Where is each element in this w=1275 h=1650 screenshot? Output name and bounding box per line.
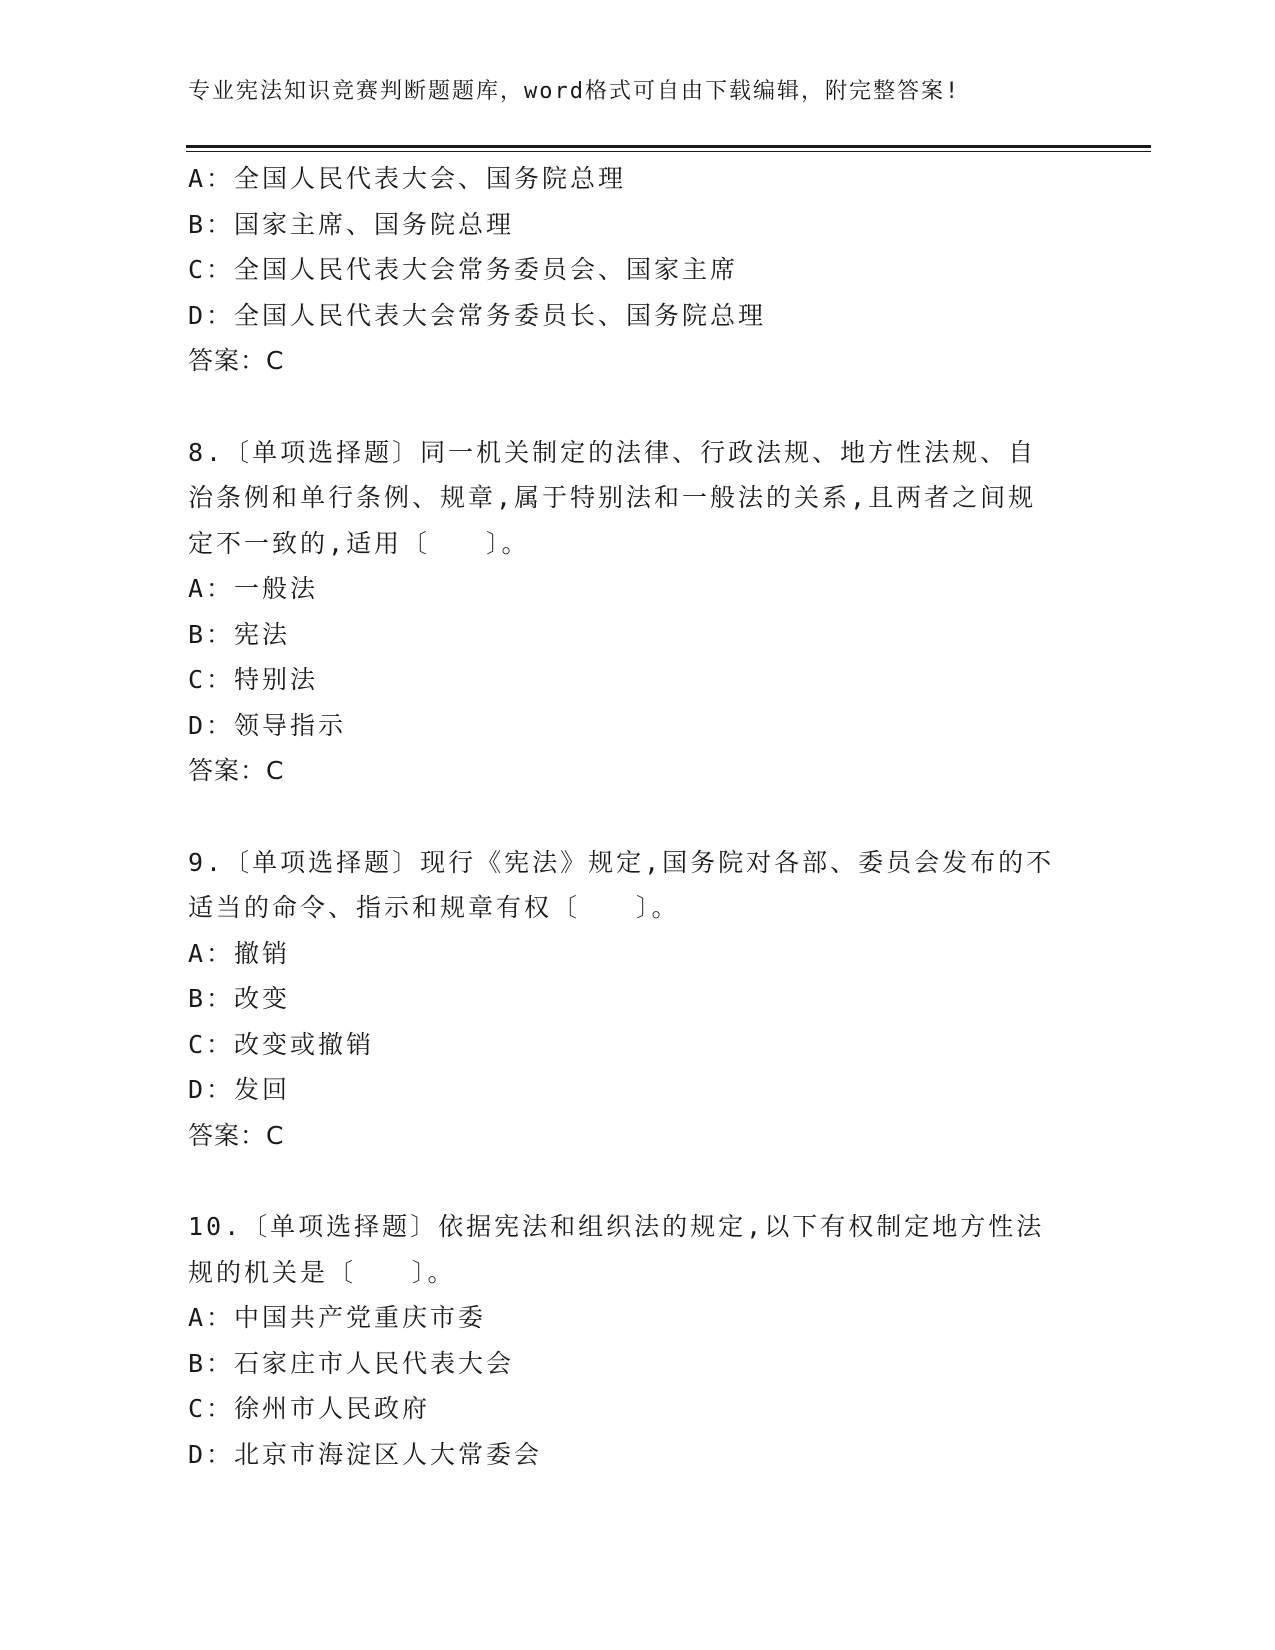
option-d: D：发回 <box>188 1075 291 1104</box>
page-header: 专业宪法知识竞赛判断题题库，word格式可自由下载编辑，附完整答案! <box>188 79 961 104</box>
option-b: B：改变 <box>188 984 291 1013</box>
option-a: A：一般法 <box>188 574 319 603</box>
answer: 答案：C <box>188 1120 285 1150</box>
option-d: D：全国人民代表大会常务委员长、国务院总理 <box>188 300 767 330</box>
option-c: C：改变或撤销 <box>188 1029 375 1059</box>
question-stem-line: 适当的命令、指示和规章有权〔 〕。 <box>188 893 680 922</box>
question-stem-line: 定不一致的,适用〔 〕。 <box>188 528 530 558</box>
question-7-continued <box>188 156 1088 384</box>
answer: 答案：C <box>188 346 285 375</box>
option-a: A：全国人民代表大会、国务院总理 <box>188 164 627 193</box>
option-a: A：中国共产党重庆市委 <box>188 1303 487 1332</box>
question-stem-line: 10.〔单项选择题〕依据宪法和组织法的规定,以下有权制定地方性法 <box>188 1212 1045 1241</box>
option-a: A：撤销 <box>188 938 291 968</box>
question-9 <box>188 840 1088 1159</box>
question-stem-line: 规的机关是〔 〕。 <box>188 1257 456 1287</box>
question-stem-line: 治条例和单行条例、规章,属于特别法和一般法的关系,且两者之间规 <box>188 483 1037 512</box>
option-b: B：国家主席、国务院总理 <box>188 209 515 239</box>
question-stem-line: 8.〔单项选择题〕同一机关制定的法律、行政法规、地方性法规、自 <box>188 437 1037 467</box>
option-d: D：北京市海淀区人大常委会 <box>188 1439 543 1469</box>
question-8 <box>188 430 1088 794</box>
option-c: C：特别法 <box>188 665 319 694</box>
option-b: B：宪法 <box>188 619 291 649</box>
option-d: D：领导指示 <box>188 710 347 740</box>
option-c: C：全国人民代表大会常务委员会、国家主席 <box>188 255 739 284</box>
document-body <box>188 156 1088 1477</box>
header-rule-thin <box>186 151 1151 152</box>
option-c: C：徐州市人民政府 <box>188 1394 431 1423</box>
question-10 <box>188 1204 1088 1477</box>
header-rule-thick <box>186 145 1151 148</box>
option-b: B：石家庄市人民代表大会 <box>188 1348 515 1378</box>
question-stem-line: 9.〔单项选择题〕现行《宪法》规定,国务院对各部、委员会发布的不 <box>188 847 1055 877</box>
answer: 答案：C <box>188 756 285 785</box>
